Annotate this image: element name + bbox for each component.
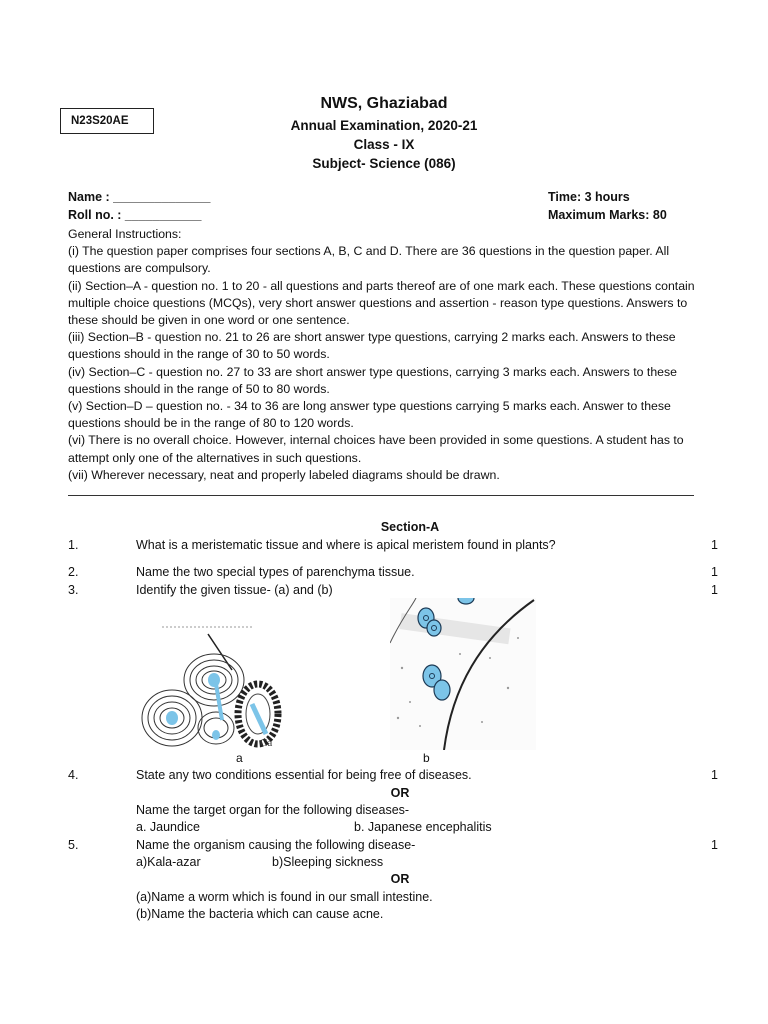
tissue-figure-a: [134, 622, 282, 750]
instruction-item: (v) Section–D – question no. - 34 to 36 are long answer type questions carrying 5 marks each. Answer to these questions should be in the range of 80 to 120 words.: [68, 399, 671, 431]
instruction-item: (i) The question paper comprises four sections A, B, C and D. There are 36 questions in the question paper. All questions are compulsory.: [68, 244, 670, 276]
q5-number: 5.: [68, 838, 79, 852]
instruction-item: (vi) There is no overall choice. However, internal choices have been provided in some questions. A student has to attempt only one of the alternatives in such questions.: [68, 433, 684, 465]
time-label: Time: 3 hours: [548, 190, 630, 204]
general-instructions: [68, 226, 698, 484]
q5-option-b: b)Sleeping sickness: [272, 855, 384, 869]
q5-text: Name the organism causing the following disease-: [136, 838, 416, 852]
q1-marks: 1: [711, 538, 718, 552]
q2-number: 2.: [68, 565, 79, 579]
q1-number: 1.: [68, 538, 79, 552]
section-a-title: Section-A: [380, 520, 440, 534]
q5-alt-a: (a)Name a worm which is found in our small intestine.: [136, 890, 433, 904]
class-label: Class - IX: [353, 137, 415, 152]
q4-alt-text: Name the target organ for the following diseases-: [136, 803, 410, 817]
q1-text: What is a meristematic tissue and where is apical meristem found in plants?: [136, 538, 556, 552]
paper-code: N23S20AE: [60, 108, 154, 134]
q2-text: Name the two special types of parenchyma tissue.: [136, 565, 415, 579]
divider: [68, 495, 694, 496]
figure-b-caption: b: [423, 751, 430, 765]
q5-marks: 1: [711, 838, 718, 852]
name-field: Name : ______________: [68, 190, 211, 204]
instruction-item: (vii) Wherever necessary, neat and properly labeled diagrams should be drawn.: [68, 467, 500, 482]
q4-number: 4.: [68, 768, 79, 782]
instruction-item: (iv) Section–C - question no. 27 to 33 are short answer type questions, carrying 3 marks each. Answers to these questions should in the range of 50 to 80 words.: [68, 364, 678, 396]
roll-field: Roll no. : ___________: [68, 208, 202, 222]
q3-marks: 1: [711, 583, 718, 597]
figure-a-label-ca: Ca: [260, 737, 273, 749]
q4-option-a: a. Jaundice: [136, 820, 200, 834]
q5-alt-b: (b)Name the bacteria which can cause acne.: [136, 907, 384, 921]
q4-or: OR: [390, 786, 410, 800]
q4-marks: 1: [711, 768, 718, 782]
q3-number: 3.: [68, 583, 79, 597]
instruction-item: (ii) Section–A - question no. 1 to 20 - all questions and parts thereof are of one mark each. These questions contain multiple choice questions (MCQs), very short answer questions and assertion - reason type questions. Answers to these should be given in one word or one sentence.: [68, 278, 695, 328]
school-name: NWS, Ghaziabad: [320, 95, 448, 112]
max-marks-label: Maximum Marks: 80: [548, 208, 667, 222]
q2-marks: 1: [711, 565, 718, 579]
q5-option-a: a)Kala-azar: [136, 855, 201, 869]
q4-text: State any two conditions essential for being free of diseases.: [136, 768, 472, 782]
tissue-figure-b: [390, 598, 536, 750]
instructions-title: General Instructions:: [68, 227, 182, 241]
exam-title: Annual Examination, 2020-21: [290, 118, 478, 133]
q3-text: Identify the given tissue- (a) and (b): [136, 583, 333, 597]
instruction-item: (iii) Section–B - question no. 21 to 26 are short answer type questions, carrying 2 marks each. Answers to these questions should in the range of 30 to 50 words.: [68, 330, 676, 362]
subject-label: Subject- Science (086): [312, 156, 456, 171]
q5-or: OR: [390, 872, 410, 886]
q4-option-b: b. Japanese encephalitis: [354, 820, 492, 834]
figure-a-caption: a: [236, 751, 243, 765]
